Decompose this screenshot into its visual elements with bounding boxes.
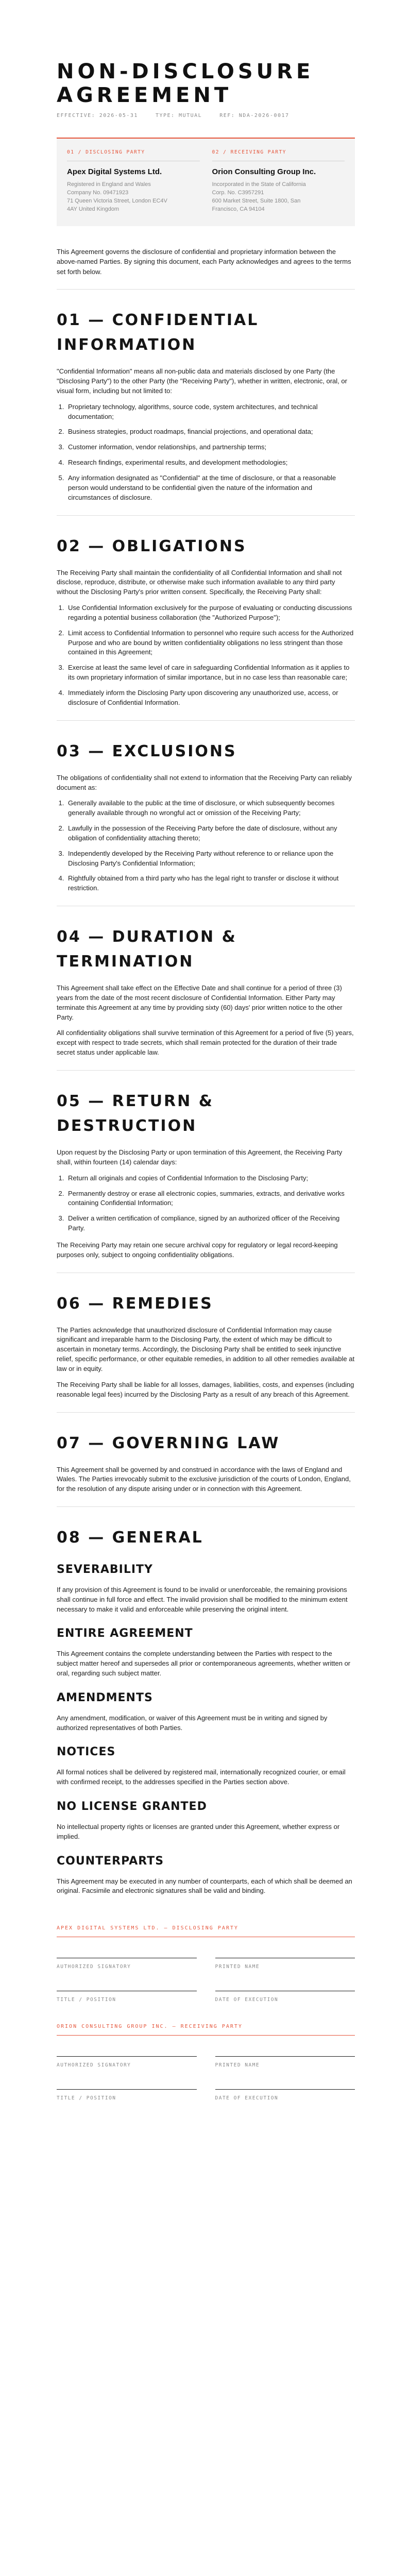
field-label: PRINTED NAME <box>215 2062 260 2068</box>
date-of-execution-field[interactable] <box>215 1991 355 2004</box>
signature-row <box>57 1991 355 2004</box>
signature-block-receiving <box>57 2023 355 2102</box>
paragraph: Upon request by the Disclosing Party or upon termination of this Agreement, the Receiving Party shall, within fourteen (14) calendar days: <box>57 1148 343 1166</box>
section-divider <box>57 1070 355 1071</box>
section-title-line-1: 04 — DURATION & <box>57 928 237 946</box>
field-label: PRINTED NAME <box>215 1963 260 1970</box>
paragraph: The obligations of confidentiality shall not extend to information that the Receiving Party can reliably document as: <box>57 773 352 791</box>
paragraph: All formal notices shall be delivered by registered mail, internationally recognized courier, or email with confirmed receipt, to the addresses specified in the Parties section above. <box>57 1768 346 1786</box>
title-position-field[interactable] <box>57 2089 197 2103</box>
section-title-governing-law: 07 — GOVERNING LAW <box>57 1434 280 1452</box>
document-meta <box>57 112 355 120</box>
list-item: 3. Deliver a written certification of compliance, signed by an authorized officer of the Receiving Party. <box>66 1214 355 1233</box>
list-item: 1. Return all originals and copies of Confidential Information to the Disclosing Party; <box>66 1174 355 1183</box>
section-title-remedies: 06 — REMEDIES <box>57 1294 213 1313</box>
party-registration: Incorporated in the State of California <box>212 181 306 188</box>
party-address-line-2: 4AY United Kingdom <box>67 206 120 212</box>
title-line-2: AGREEMENT <box>57 83 232 107</box>
authorized-signatory-field[interactable] <box>57 1958 197 1971</box>
subsection-title-counterparts: COUNTERPARTS <box>57 1854 164 1868</box>
printed-name-field[interactable] <box>215 1958 355 1971</box>
party-details <box>212 181 345 214</box>
subsection-title-severability: SEVERABILITY <box>57 1563 153 1577</box>
paragraph: This Agreement shall be governed by and construed in accordance with the laws of England and Wales. The Parties irrevocably submit to the exclusive jurisdiction of the courts of London, England, for the resolution of any dispute arising under or in connection with this Agreement. <box>57 1465 351 1493</box>
list-item: 3. Independently developed by the Receiving Party without reference to or reliance upon the Disclosing Party's Confidential Information; <box>66 849 355 869</box>
list-item: 2. Lawfully in the possession of the Receiving Party before the date of disclosure, without any obligation of confidentiality attaching thereto; <box>66 824 355 843</box>
party-details <box>67 181 200 214</box>
signature-block-heading: ORION CONSULTING GROUP INC. — RECEIVING PARTY <box>57 2023 355 2036</box>
authorized-signatory-field[interactable] <box>57 2056 197 2070</box>
effective-date: EFFECTIVE: 2026-05-31 <box>57 113 138 118</box>
section-divider <box>57 1506 355 1507</box>
section-divider <box>57 515 355 516</box>
section-title-duration-termination <box>57 925 355 974</box>
obligations-list <box>57 603 355 708</box>
printed-name-field[interactable] <box>215 2056 355 2070</box>
receiving-party <box>212 149 345 214</box>
list-item: 1. Generally available to the public at the time of disclosure, or which subsequently becomes generally available through no wrongful act or omission of the Receiving Party; <box>66 799 355 818</box>
confidential-information-list <box>57 402 355 503</box>
party-name: Apex Digital Systems Ltd. <box>67 167 162 177</box>
list-item: 4. Research findings, experimental results, and development methodologies; <box>66 458 355 468</box>
subsection-title-no-license: NO LICENSE GRANTED <box>57 1800 207 1814</box>
subsection-title-amendments: AMENDMENTS <box>57 1691 153 1704</box>
agreement-type: TYPE: MUTUAL <box>155 113 202 118</box>
party-address-line-1: 71 Queen Victoria Street, London EC4V <box>67 197 167 204</box>
party-company-number: Company No. 09471923 <box>67 189 129 196</box>
title-position-field[interactable] <box>57 1991 197 2004</box>
nda-document <box>0 60 409 2103</box>
party-address-line-1: 600 Market Street, Suite 1800, San <box>212 197 301 204</box>
list-item: 2. Limit access to Confidential Information to personnel who require such access for the Authorized Purpose and who are bound by written confidentiality obligations no less stringent than those contained in this Agreement; <box>66 629 355 658</box>
section-title-exclusions: 03 — EXCLUSIONS <box>57 742 237 760</box>
list-item: 3. Customer information, vendor relationships, and partnership terms; <box>66 443 355 452</box>
subsection-title-notices: NOTICES <box>57 1745 116 1759</box>
list-item: 2. Business strategies, product roadmaps, financial projections, and operational data; <box>66 427 355 437</box>
list-item: 5. Any information designated as "Confidential" at the time of disclosure, or that a reasonable person would understand to be confidential given the nature of the information and circumstances of disclosure. <box>66 473 355 503</box>
paragraph: The Parties acknowledge that unauthorized disclosure of Confidential Information may cause significant and irreparable harm to the Disclosing Party, the extent of which may be difficult to ascertain in monetary terms. Accordingly, the Disclosing Party shall be entitled to seek injunctive relief, specific performance, or other equitable remedies, in addition to all other remedies available at law or in equity. <box>57 1326 355 1372</box>
date-of-execution-field[interactable] <box>215 2089 355 2103</box>
party-label: 01 / DISCLOSING PARTY <box>67 149 145 155</box>
paragraph: This Agreement may be executed in any number of counterparts, each of which shall be deemed an original. Facsimile and electronic signatures shall be valid and binding. <box>57 1877 352 1895</box>
party-label: 02 / RECEIVING PARTY <box>212 149 286 155</box>
section-divider <box>57 1412 355 1413</box>
section-divider <box>57 289 355 290</box>
section-divider <box>57 720 355 721</box>
field-label: AUTHORIZED SIGNATORY <box>57 1963 131 1970</box>
signature-block-heading: APEX DIGITAL SYSTEMS LTD. — DISCLOSING PARTY <box>57 1925 355 1937</box>
document-title <box>57 60 355 107</box>
list-item: 4. Immediately inform the Disclosing Party upon discovering any unauthorized use, access, or disclosure of Confidential Information. <box>66 688 355 708</box>
intro-paragraph: This Agreement governs the disclosure of confidential and proprietary information between the above-named Parties. By signing this document, each Party acknowledges and agrees to the terms set forth below. <box>57 247 351 276</box>
signature-block-disclosing <box>57 1925 355 2004</box>
party-name: Orion Consulting Group Inc. <box>212 167 316 177</box>
exclusions-list <box>57 799 355 893</box>
party-company-number: Corp. No. C3957291 <box>212 189 264 196</box>
field-label: DATE OF EXECUTION <box>215 1996 279 2003</box>
field-label: AUTHORIZED SIGNATORY <box>57 2062 131 2068</box>
signature-row <box>57 2089 355 2103</box>
disclosing-party <box>67 149 200 214</box>
signature-row <box>57 1958 355 1971</box>
paragraph: The Receiving Party shall maintain the confidentiality of all Confidential Information and shall not disclose, reproduce, distribute, or otherwise make such information available to any third party without the Disclosing Party's prior written consent. Specifically, the Receiving Party shall: <box>57 568 342 596</box>
subsection-title-entire-agreement: ENTIRE AGREEMENT <box>57 1627 193 1640</box>
paragraph: The Receiving Party may retain one secure archival copy for regulatory or legal record-keeping purposes only, subject to ongoing confidentiality obligations. <box>57 1241 338 1259</box>
return-destruction-list <box>57 1174 355 1233</box>
paragraph: This Agreement contains the complete understanding between the Parties with respect to the subject matter hereof and supersedes all prior or contemporaneous agreements, whether written or oral, regarding such subject matter. <box>57 1650 351 1677</box>
paragraph: Any amendment, modification, or waiver of this Agreement must be in writing and signed by authorized representatives of both Parties. <box>57 1714 328 1732</box>
field-label: TITLE / POSITION <box>57 2095 116 2101</box>
list-item: 3. Exercise at least the same level of care in safeguarding Confidential Information as it applies to its own proprietary information of similar importance, but in no case less than reasonable care; <box>66 663 355 683</box>
parties-panel <box>57 139 355 226</box>
section-title-confidential-information: 01 — CONFIDENTIAL INFORMATION <box>57 311 259 354</box>
section-title-line-2: TERMINATION <box>57 953 194 971</box>
field-label: DATE OF EXECUTION <box>215 2095 279 2101</box>
list-item: 1. Use Confidential Information exclusively for the purpose of evaluating or conducting discussions regarding a potential business collaboration (the "Authorized Purpose"); <box>66 603 355 623</box>
field-label: TITLE / POSITION <box>57 1996 116 2003</box>
paragraph: If any provision of this Agreement is found to be invalid or unenforceable, the remaining provisions shall continue in full force and effect. The invalid provision shall be modified to the minimum extent necessary to make it valid and enforceable while preserving the original intent. <box>57 1585 348 1613</box>
party-address-line-2: Francisco, CA 94104 <box>212 206 265 212</box>
signature-row <box>57 2056 355 2070</box>
list-item: 1. Proprietary technology, algorithms, source code, system architectures, and technical documentation; <box>66 402 355 422</box>
list-item: 2. Permanently destroy or erase all electronic copies, summaries, extracts, and derivative works containing Confidential Information; <box>66 1189 355 1209</box>
title-line-1: NON-DISCLOSURE <box>57 60 314 83</box>
paragraph: "Confidential Information" means all non-public data and materials disclosed by one Party (the "Disclosing Party") to the other Party (the "Receiving Party"), whether in written, electronic, oral, or visual form, including but not limited to: <box>57 367 347 395</box>
list-item: 4. Rightfully obtained from a third party who has the legal right to transfer or disclose it without restriction. <box>66 874 355 893</box>
paragraph: The Receiving Party shall be liable for all losses, damages, liabilities, costs, and expenses (including reasonable legal fees) incurred by the Disclosing Party as a result of any breach of this Agreement. <box>57 1380 354 1398</box>
paragraph: No intellectual property rights or licenses are granted under this Agreement, whether express or implied. <box>57 1822 340 1840</box>
section-title-return-destruction: 05 — RETURN & DESTRUCTION <box>57 1092 214 1136</box>
reference-number: REF: NDA-2026-0017 <box>219 113 289 118</box>
section-title-general: 08 — GENERAL <box>57 1529 203 1547</box>
paragraph: All confidentiality obligations shall survive termination of this Agreement for a period of five (5) years, except with respect to trade secrets, which shall remain protected for the duration of their trade secret status under applicable law. <box>57 1029 354 1057</box>
paragraph: This Agreement shall take effect on the Effective Date and shall continue for a period of three (3) years from the date of the most recent disclosure of Confidential Information. Either Party may terminate this Agreement at any time by providing sixty (60) days' prior written notice to the other Party. <box>57 984 343 1021</box>
section-title-obligations: 02 — OBLIGATIONS <box>57 537 247 555</box>
party-registration: Registered in England and Wales <box>67 181 151 188</box>
